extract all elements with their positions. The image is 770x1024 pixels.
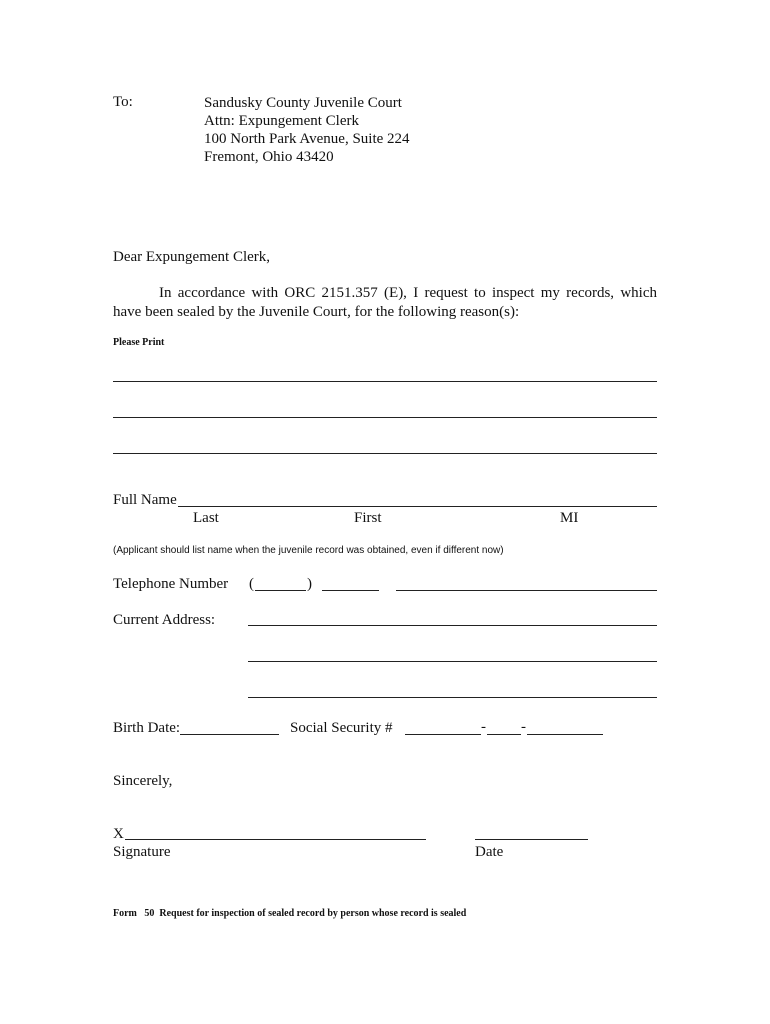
reason-line-1[interactable] — [113, 381, 657, 382]
ssn-area-field[interactable] — [405, 734, 481, 735]
area-code-close-paren: ) — [307, 576, 312, 592]
closing: Sincerely, — [113, 773, 173, 789]
body-text: In accordance with ORC 2151.357 (E), I request to inspect my records, which have been sealed by the Juvenile Court, for the following reason(s): — [113, 285, 657, 320]
to-label: To: — [113, 94, 133, 110]
first-name-sublabel: First — [354, 510, 382, 526]
signature-label: Signature — [113, 844, 171, 860]
recipient-address — [204, 94, 410, 166]
area-code-field[interactable] — [255, 590, 306, 591]
address-line: Attn: Expungement Clerk — [204, 113, 359, 129]
middle-initial-sublabel: MI — [560, 510, 579, 526]
birth-date-field[interactable] — [180, 734, 279, 735]
area-code-open-paren: ( — [249, 576, 254, 592]
phone-number-field[interactable] — [396, 590, 657, 591]
full-name-field[interactable] — [178, 506, 657, 507]
reason-line-2[interactable] — [113, 417, 657, 418]
birth-date-label: Birth Date: — [113, 720, 181, 736]
ssn-serial-field[interactable] — [527, 734, 603, 735]
ssn-group-field[interactable] — [487, 734, 521, 735]
date-field[interactable] — [475, 839, 588, 840]
address-line: Sandusky County Juvenile Court — [204, 95, 402, 111]
reason-line-3[interactable] — [113, 453, 657, 454]
ssn-label: Social Security # — [290, 720, 393, 736]
current-address-label: Current Address: — [113, 612, 216, 628]
please-print-label: Please Print — [113, 337, 165, 348]
signature-field[interactable] — [125, 839, 426, 840]
telephone-label: Telephone Number — [113, 576, 229, 592]
ssn-dash-1: - — [481, 719, 486, 735]
address-line: Fremont, Ohio 43420 — [204, 149, 334, 165]
signature-x-mark: X — [113, 826, 124, 842]
salutation: Dear Expungement Clerk, — [113, 249, 271, 265]
current-address-line-1[interactable] — [248, 625, 657, 626]
last-name-sublabel: Last — [193, 510, 219, 526]
address-line: 100 North Park Avenue, Suite 224 — [204, 131, 410, 147]
body-paragraph — [113, 284, 657, 322]
applicant-note: (Applicant should list name when the juvenile record was obtained, even if different now) — [113, 545, 504, 556]
ssn-dash-2: - — [521, 719, 526, 735]
phone-prefix-field[interactable] — [322, 590, 379, 591]
form-footer: Form 50 Request for inspection of sealed record by person whose record is sealed — [113, 908, 467, 919]
current-address-line-3[interactable] — [248, 697, 657, 698]
current-address-line-2[interactable] — [248, 661, 657, 662]
full-name-label: Full Name — [113, 492, 177, 508]
date-label: Date — [475, 844, 504, 860]
